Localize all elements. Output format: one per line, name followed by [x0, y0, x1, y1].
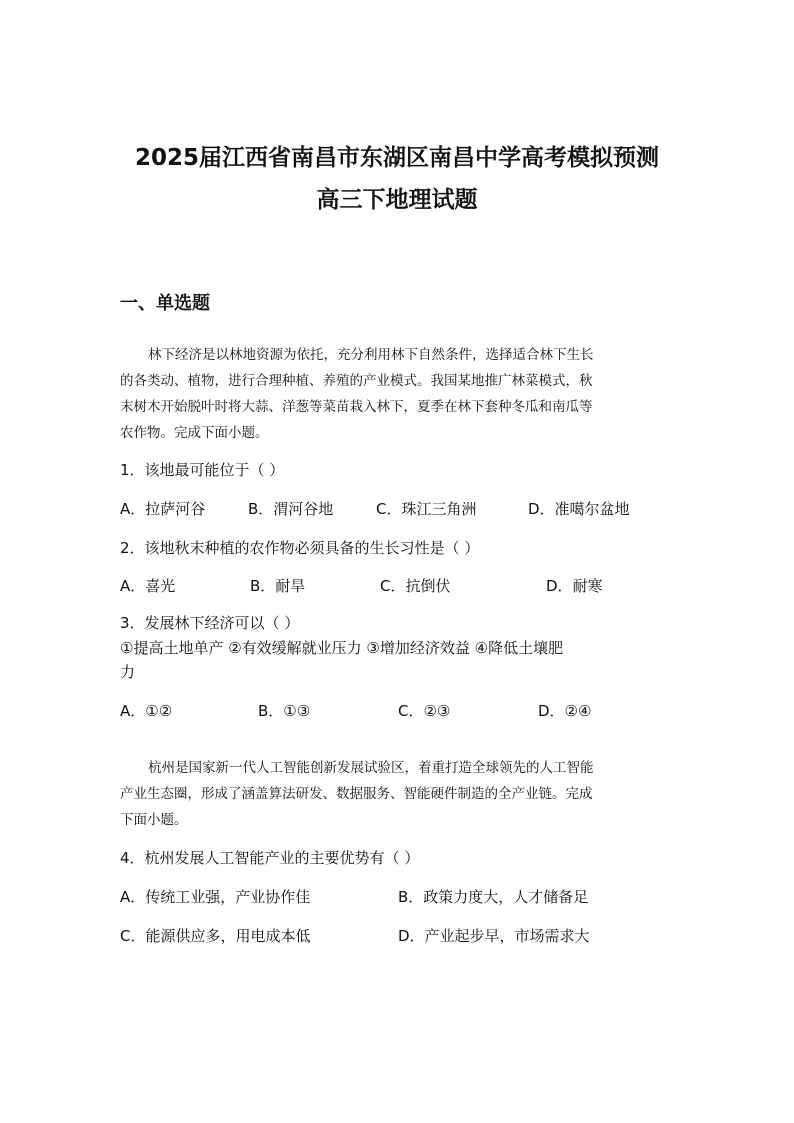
question-3-stem: 3．发展林下经济可以（ ） — [120, 614, 300, 632]
question-1-option-d[interactable]: D．准噶尔盆地 — [528, 500, 630, 518]
passage-line: 末树木开始脱叶时将大蒜、洋葱等菜苗栽入林下，夏季在林下套种冬瓜和南瓜等 — [120, 399, 593, 415]
passage-line: 农作物。完成下面小题。 — [120, 425, 269, 441]
passage-line: 下面小题。 — [120, 812, 188, 828]
question-4-option-a[interactable]: A．传统工业强，产业协作佳 — [120, 888, 311, 906]
question-4-options-row-1 — [120, 885, 676, 909]
reading-passage-1 — [120, 342, 676, 446]
question-2-option-b[interactable]: B．耐旱 — [250, 577, 306, 595]
question-3-option-b[interactable]: B．①③ — [258, 702, 311, 720]
question-3-options — [120, 699, 676, 723]
question-4-options-row-2 — [120, 924, 676, 948]
question-3-option-c[interactable]: C．②③ — [398, 702, 451, 720]
question-1-stem: 1．该地最可能位于（ ） — [120, 461, 285, 479]
passage-line: 林下经济是以林地资源为依托，充分利用林下自然条件，选择适合林下生长 — [148, 347, 594, 363]
question-1-options — [120, 497, 676, 521]
passage-line: 杭州是国家新一代人工智能创新发展试验区，着重打造全球领先的人工智能 — [148, 760, 594, 776]
reading-passage-2 — [120, 755, 676, 833]
question-2-option-d[interactable]: D．耐寒 — [546, 577, 603, 595]
question-1-option-b[interactable]: B．渭河谷地 — [248, 500, 334, 518]
question-2-option-a[interactable]: A．喜光 — [120, 577, 176, 595]
question-3-option-a[interactable]: A．①② — [120, 702, 173, 720]
section-heading-single-choice: 一、单选题 — [120, 293, 210, 314]
question-4-option-c[interactable]: C．能源供应多，用电成本低 — [120, 927, 311, 945]
question-2-stem: 2．该地秋末种植的农作物必须具备的生长习性是（ ） — [120, 539, 480, 557]
question-3-statements: ①提高土地单产 ②有效缓解就业压力 ③增加经济效益 ④降低土壤肥 — [120, 639, 564, 657]
passage-line: 的各类动、植物，进行合理种植、养殖的产业模式。我国某地推广林菜模式，秋 — [120, 373, 593, 389]
question-2-options — [120, 574, 676, 598]
exam-title-line-2: 高三下地理试题 — [316, 187, 478, 213]
question-1-option-c[interactable]: C．珠江三角洲 — [376, 500, 477, 518]
question-4-option-b[interactable]: B．政策力度大，人才储备足 — [398, 888, 589, 906]
passage-line: 产业生态圈，形成了涵盖算法研发、数据服务、智能硬件制造的全产业链。完成 — [120, 786, 593, 802]
question-3-option-d[interactable]: D．②④ — [538, 702, 592, 720]
question-4-option-d[interactable]: D．产业起步早，市场需求大 — [398, 927, 590, 945]
question-2-option-c[interactable]: C．抗倒伏 — [380, 577, 451, 595]
question-1-option-a[interactable]: A．拉萨河谷 — [120, 500, 206, 518]
question-4-stem: 4．杭州发展人工智能产业的主要优势有（ ） — [120, 849, 420, 867]
exam-title-line-1: 2025届江西省南昌市东湖区南昌中学高考模拟预测 — [134, 145, 659, 171]
question-3-statements-continued: 力 — [120, 663, 136, 681]
